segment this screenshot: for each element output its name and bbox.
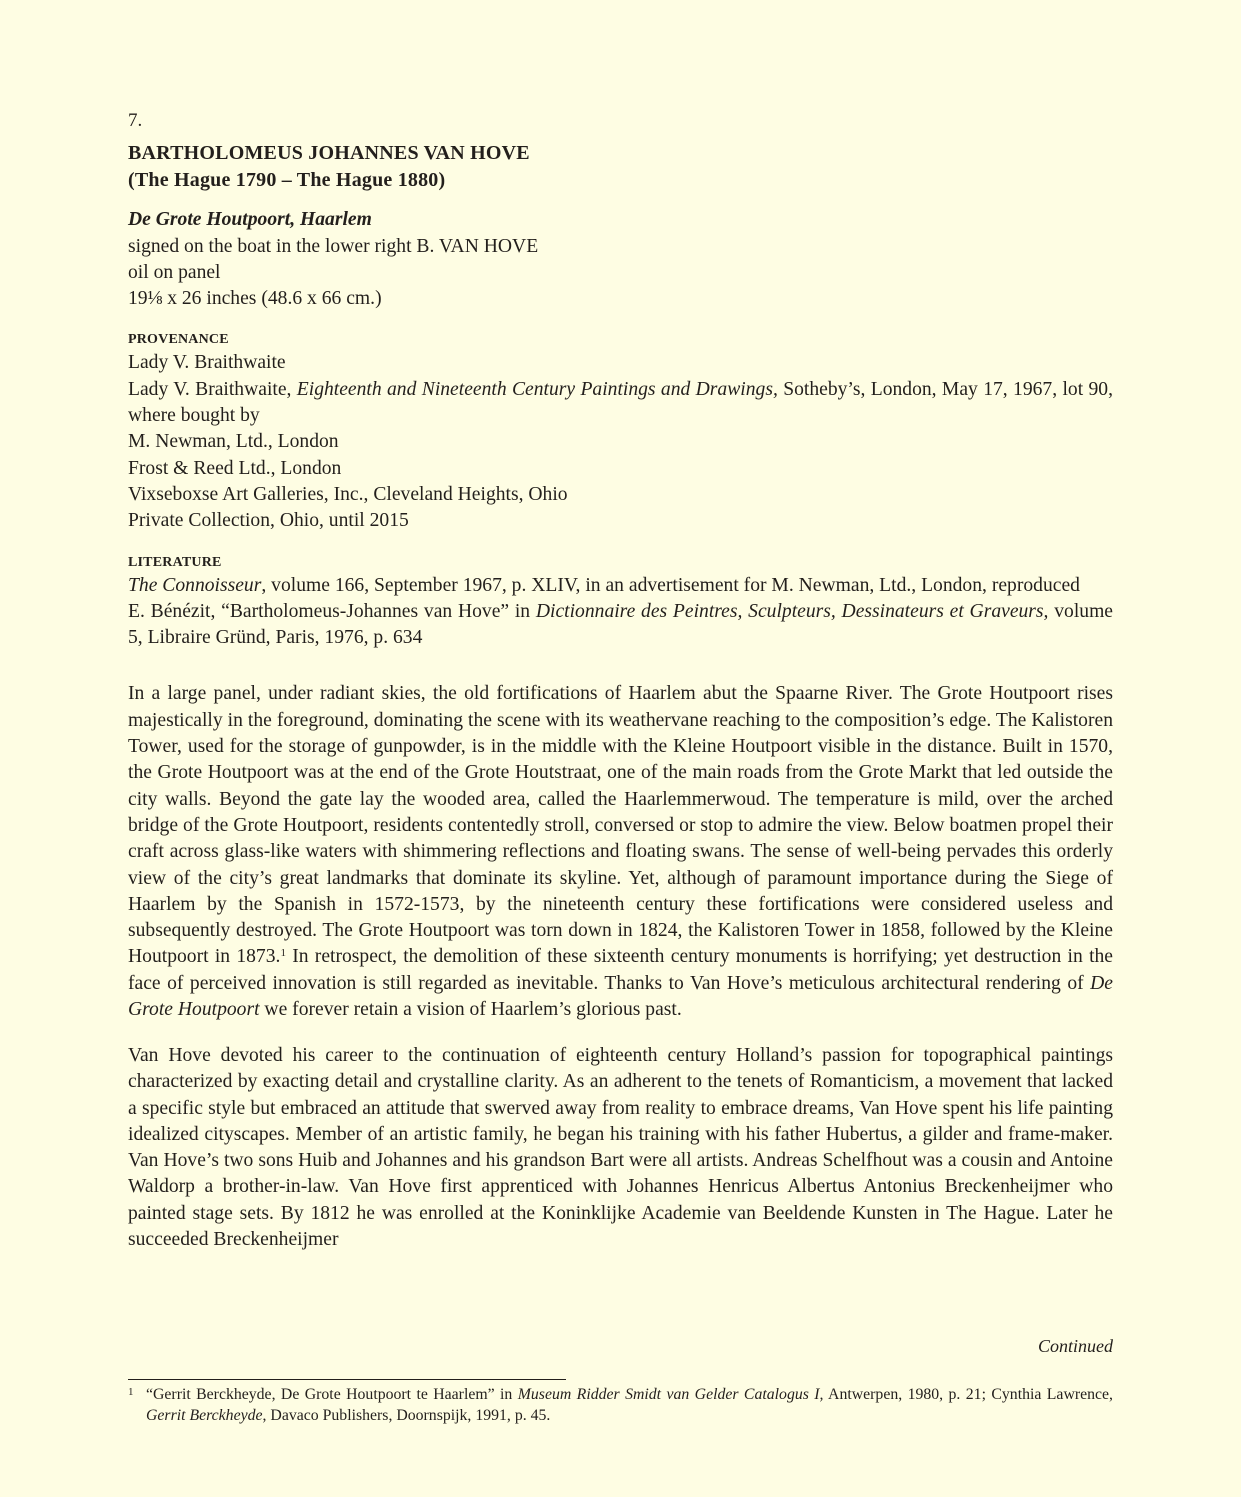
provenance-item: Frost & Reed Ltd., London — [128, 457, 342, 479]
literature-item — [128, 599, 1113, 652]
provenance-item: M. Newman, Ltd., London — [128, 431, 339, 453]
publication-title: Museum Ridder Smidt van Gelder Catalogus I, — [517, 1386, 824, 1403]
inscription: signed on the boat in the lower right B. VAN HOVE — [128, 235, 539, 257]
footnote-divider — [128, 1379, 566, 1380]
provenance-item: Private Collection, Ohio, until 2015 — [128, 510, 409, 532]
work-title-ref: De Grote Houtpoort — [128, 972, 1113, 1021]
work-title: De Grote Houtpoort, Haarlem — [128, 209, 372, 231]
sale-title: Eighteenth and Nineteenth Century Paintings and Drawings, — [296, 378, 778, 400]
provenance-item: Lady V. Braithwaite — [128, 352, 286, 374]
footnote — [128, 1384, 1113, 1426]
footnote-number: 1 — [128, 1386, 134, 1398]
text: In a large panel, under radiant skies, the old fortifications of Haarlem abut the Spaarne River. The Grote Houtpoort rises majestically in the foreground, dominating the scene with its weathervane reaching to the composition’s edge. The Kalistoren Tower, used for the storage of gunpowder, is in the middle with the Kleine Houtpoort visible in the distance. Built in 1570, the Grote Houtpoort was at the end of the Grote Houtstraat, one of the main roads from the Grote Markt that led outside the city walls. Beyond the gate lay the wooded area, called the Haarlemmerwoud. The temperature is mild, over the arched bridge of the Grote Houtpoort, residents contentedly stroll, conversed or stop to admire the view. Below boatmen propel their craft across glass-like waters with shimmering reflections and floating swans. The sense of well-being pervades this orderly view of the city’s great landmarks that dominate its skyline. Yet, although of paramount importance during the Siege of Haarlem by the Spanish in 1572-1573, by the nineteenth century these fortifications were considered useless and subsequently destroyed. The Grote Houtpoort was torn down in 1824, the Kalistoren Tower in 1858, followed by the Kleine Houtpoort in 1873. — [128, 683, 1113, 968]
dimensions: 19⅛ x 26 inches (48.6 x 66 cm.) — [128, 288, 382, 310]
provenance-item — [128, 377, 1113, 430]
text: , Davaco Publishers, Doornspijk, 1991, p. 45. — [262, 1407, 551, 1424]
artist-dates: (The Hague 1790 – The Hague 1880) — [128, 169, 446, 192]
text: Antwerpen, 1980, p. 21; Cynthia Lawrence, — [823, 1386, 1113, 1403]
text: Sotheby’s, London, May 17, 1967, lot 90, where bought by — [128, 378, 1113, 427]
text: “Gerrit Berckheyde, De Grote Houtpoort te Haarlem” in — [146, 1386, 518, 1403]
footnote-text — [146, 1384, 1113, 1426]
text: In retrospect, the demolition of these sixteenth century monuments is horrifying; yet destruction in the face of perceived innovation is still regarded as inevitable. Thanks to Van Hove’s meticulous architectural rendering of — [128, 946, 1114, 994]
literature-item — [128, 573, 1113, 599]
medium: oil on panel — [128, 261, 221, 283]
publication-title: Dictionnaire des Peintres, Sculpteurs, Dessinateurs et Graveurs, — [535, 600, 1049, 622]
text: E. Bénézit, “Bartholomeus-Johannes van Hove” in — [128, 600, 536, 622]
publication-title: Gerrit Berckheyde — [146, 1407, 263, 1424]
text: we forever retain a vision of Haarlem’s glorious past. — [259, 999, 682, 1021]
text: Lady V. Braithwaite, — [128, 378, 297, 400]
footnote-ref: 1 — [280, 947, 286, 960]
text: , volume 166, September 1967, p. XLIV, in an advertisement for M. Newman, Ltd., London, reproduced — [261, 574, 1080, 596]
artist-name: BARTHOLOMEUS JOHANNES VAN HOVE — [128, 142, 530, 165]
text: volume 5, Libraire Gründ, Paris, 1976, p. 634 — [128, 600, 1114, 649]
catalogue-entry — [128, 108, 1113, 1273]
publication-title: The Connoisseur — [128, 574, 262, 596]
body-paragraph — [128, 681, 1113, 1023]
body-paragraph: Van Hove devoted his career to the continuation of eighteenth century Holland’s passion for topographical paintings characterized by exacting detail and crystalline clarity. As an adherent to the tenets of Romanticism, a movement that lacked a specific style but embraced an attitude that swerved away from reality to embrace dreams, Van Hove spent his life painting idealized cityscapes. Member of an artistic family, he began his training with his father Hubertus, a gilder and frame-maker. Van Hove’s two sons Huib and Johannes and his grandson Bart were all artists. Andreas Schelfhout was a cousin and Antoine Waldorp a brother-in-law. Van Hove first apprenticed with Johannes Henricus Albertus Antonius Breckenheijmer who painted stage sets. By 1812 he was enrolled at the Koninklijke Academie van Beeldende Kunsten in The Hague. Later he succeeded Breckenheijmer — [128, 1044, 1113, 1250]
entry-number: 7. — [128, 110, 143, 131]
provenance-heading: PROVENANCE — [128, 332, 229, 348]
continued-label: Continued — [1038, 1336, 1113, 1356]
literature-heading: LITERATURE — [128, 554, 222, 570]
provenance-item: Vixseboxse Art Galleries, Inc., Cleveland Heights, Ohio — [128, 483, 568, 505]
